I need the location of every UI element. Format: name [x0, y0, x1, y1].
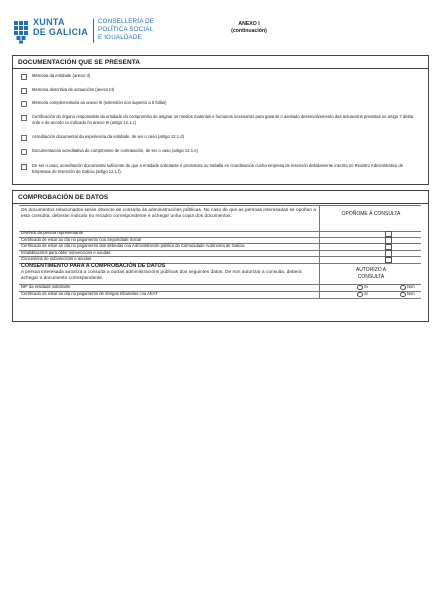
row-label: Concesións de subvencións e axudas [21, 256, 92, 261]
anexo-title: ANEXO I [238, 21, 260, 27]
documentation-section [12, 55, 429, 185]
logo-line-1: XUNTA [33, 17, 65, 27]
data-verification-section [12, 190, 429, 322]
authorize-label: AUTORIZO A CONSULTA [355, 266, 387, 280]
radio-si-label: Si [364, 284, 368, 289]
xunta-logo [13, 18, 154, 44]
oppose-column-header [319, 206, 422, 231]
verification-title: COMPROBACIÓN DE DATOS [13, 191, 428, 204]
consent-title: CONSENTIMENTO PARA A COMPROBACIÓN DE DATOS [21, 263, 166, 269]
doc-checkbox[interactable] [21, 149, 27, 155]
doc-item [21, 163, 421, 175]
consent-options [319, 291, 422, 298]
verification-intro: Os documentos relacionados serán obxecto de consulta ás administracións públicas. No caso de que as persoas interesadas se opoñan a esta consulta, deberán indicalo no recadro correspondente e achegar unha copia dos documentos. [21, 207, 317, 218]
doc-item-label: Memoria complementaria ao anexo III (extensión non superior a 5 follas) [32, 100, 167, 105]
doc-item-label: Acreditación documental da experiencia da entidade, de ser o caso (artigo 12.1.d) [32, 134, 185, 139]
doc-checkbox[interactable] [21, 135, 27, 141]
radio-non[interactable] [400, 285, 406, 291]
doc-item [21, 87, 421, 94]
radio-non-label: Non [407, 291, 415, 296]
radio-non-label: Non [407, 284, 415, 289]
consent-row [19, 291, 421, 299]
radio-si[interactable] [357, 292, 363, 298]
conselleria-name [98, 18, 154, 41]
anexo-heading [219, 21, 279, 35]
doc-item-label: De ser o caso, acreditación documental suficiente de que a entidade solicitante é promotora ou traballa en coordinación cunha empresa de inserción debidamente inscrita no Rexistro Administrativo de Empresas de Inserción de Galicia (artigo 12.1.f). [32, 163, 404, 174]
xunta-wordmark [33, 18, 88, 37]
doc-item-label: Documentación acreditativa do compromiso de contratación, de ser o caso (artigo 12.1.e) [32, 148, 198, 153]
doc-checkbox[interactable] [21, 164, 27, 170]
conselleria-line-1: CONSELLERÍA DE [98, 18, 155, 25]
doc-checkbox[interactable] [21, 88, 27, 94]
conselleria-line-3: E IGUALDADE [98, 33, 142, 41]
consent-row-label: Certificado de estar ao día no pagamento de obrigas tributarias coa AEAT [21, 290, 158, 296]
conselleria-line-2: POLÍTICA SOCIAL [98, 25, 154, 33]
doc-checkbox[interactable] [21, 101, 27, 107]
anexo-subtitle: (continuación) [231, 28, 267, 34]
consent-options [319, 284, 422, 291]
row-label: Certificado de estar ao día no pagamento das débedas coa Administración pública da Comunidade Autónoma de Galicia [21, 243, 245, 248]
consent-text: A persoa interesada autoriza a consulta a outras administracións públicas dos seguintes datos. De non autorizar a consulta, deberá achegar o documento correspondente. [21, 269, 302, 281]
consent-row-label: NIF da entidade solicitante [21, 283, 71, 289]
doc-item-label: Memoria descritiva de actuacións (anexo III) [32, 87, 115, 92]
doc-item [21, 100, 421, 107]
row-label: Certificado de estar ao día no pagamento coa Seguridade Social [21, 236, 142, 242]
doc-item [21, 148, 421, 155]
logo-divider [93, 19, 94, 43]
table-header-row [19, 205, 421, 232]
doc-item [21, 134, 421, 141]
radio-si[interactable] [357, 285, 363, 291]
doc-item [21, 73, 421, 80]
authorize-column-header [319, 263, 422, 284]
doc-checkbox[interactable] [21, 115, 27, 121]
logo-line-2: DE GALICIA [33, 26, 89, 37]
galicia-emblem-icon [13, 20, 29, 44]
doc-item-label: Certificación do órgano responsable da entidade do compromiso de asignar os medios materiais e humanos necesarios para garantir o axeitado desenvolvemento das actuacións previstas no artigo 7 desta orde e de acordo co indicado no anexo III (artigo 12.1.c) [32, 114, 414, 125]
radio-non[interactable] [400, 292, 406, 298]
row-label: DNI/NIE da persoa representante [21, 230, 84, 235]
consent-block [21, 263, 319, 281]
oppose-label: OPÓÑOME Á CONSULTA [341, 211, 401, 217]
doc-item [21, 114, 421, 126]
page-header [13, 18, 433, 50]
documentation-title: DOCUMENTACIÓN QUE SE PRESENTA [13, 56, 428, 69]
radio-si-label: Si [364, 291, 368, 296]
consent-header-row [19, 263, 421, 285]
doc-item-label: Memoria da entidade (anexo II) [32, 73, 91, 78]
row-label: Inhabilitacións para obter subvencións e axudas [21, 249, 111, 255]
doc-checkbox[interactable] [21, 74, 27, 80]
